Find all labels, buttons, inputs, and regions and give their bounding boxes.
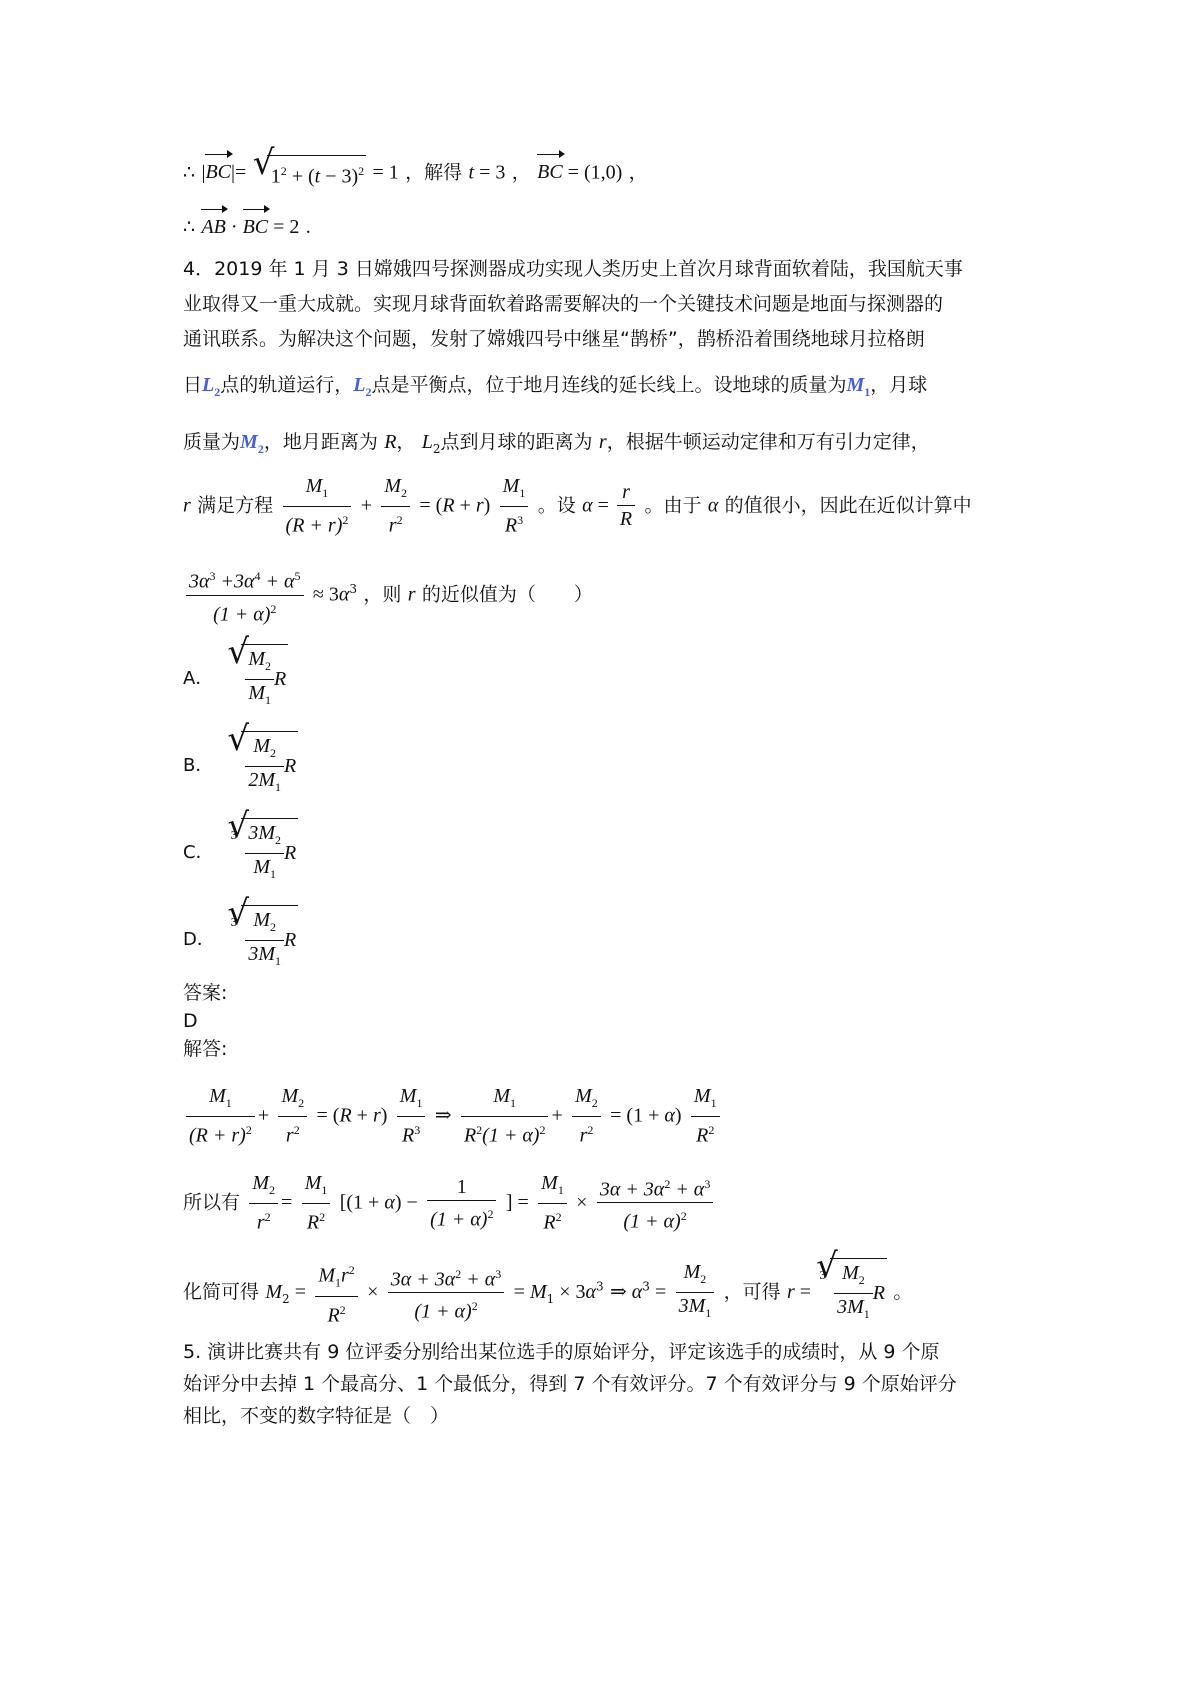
fraction-alpha-polynomial: $\frac{3\alpha^3 +3\alpha^4 + \alpha^5}{(1 + \alpha)^2}$ [186, 563, 304, 627]
explanation-heading: 解答: [183, 1038, 228, 1060]
option-d[interactable]: D． √ 3 $\frac{M_2}{3M_1}$ R [183, 905, 298, 974]
q4-equation-line: r 满足方程 $\frac{M_1}{(R + r)^2}$ + $\frac{M_2}{r^2}$ = (R + r) $\frac{M_1}{R^3}$ 。设 α = $\frac{r}{R}$ 。由于 α 的值很小，因此在近似计算中 [183, 475, 972, 537]
m2-symbol: $M_2$ [240, 431, 264, 456]
solution-line-dot-product: ∴ AB · BC = 2 . [183, 212, 311, 241]
option-c[interactable]: C． √ 3 $\frac{3M_2}{M_1}$ R [183, 818, 298, 887]
option-b[interactable]: B． √ $\frac{M_2}{2M_1}$ R [183, 731, 298, 800]
solution-step-2: 所以有 $\frac{M_2}{r^2}$ = $\frac{M_1}{R^2}$ [(1 + α) − $\frac{1}{(1 + \alpha)^2}$ ] = $\frac{M_1}{R^2}$ × $\frac{3\alpha + 3\alpha^2 + \alpha^3}{(1 + \alpha)^2}$ [183, 1170, 716, 1236]
sqrt-expression: √ $1^2 + (t - 3)^2$ [253, 155, 366, 191]
q4-text-line-3: 通讯联系。为解决这个问题，发射了嫦娥四号中继星“鹊桥”，鹊桥沿着围绕地球月拉格朗 [183, 328, 925, 350]
q5-text-line-3: 相比，不变的数字特征是（ ） [183, 1405, 450, 1427]
therefore-symbol: ∴ [183, 161, 196, 184]
answer-heading: 答案: [183, 982, 228, 1004]
q4-approximation-line: $\frac{3\alpha^3 +3\alpha^4 + \alpha^5}{(1 + \alpha)^2}$ ≈ $3\alpha^3$ ，则 r 的近似值为（ ） [183, 563, 593, 627]
solution-step-3: 化简可得 $M_2$ = $\frac{M_1r^2}{R^2}$ × $\frac{3\alpha + 3\alpha^2 + \alpha^3}{(1 + \alpha)^2}$ = $M_1 \times 3\alpha^3$ ⇒ $\alpha^3$ = $\frac{M_2}{3M_1}$ ，可得 r = √ 3 $\frac{M_2}{3M_1}$ R 。 [183, 1257, 912, 1328]
l2-symbol: $L_2$ [202, 374, 221, 399]
solution-line-bc-length: ∴ |BC|= √ $1^2 + (t - 3)^2 = 1$ ，解得 t = 3 ， BC = (1,0) ， [183, 155, 648, 191]
vector-bc: BC [205, 158, 231, 186]
option-a[interactable]: A． √ $\frac{M_2}{M_1}$ R [183, 644, 288, 713]
fraction-m1-over-r-sum: $\frac{M_1}{(R + r)^2}$ [283, 473, 352, 539]
fraction-r-over-r: $\frac{r}{R}$ [617, 479, 635, 532]
q4-text-line-1: 4．2019 年 1 月 3 日嫦娥四号探测器成功实现人类历史上首次月球背面软着陆，我国航天事 [183, 258, 963, 280]
q4-text-line-5: 质量为$M_2$，地月距离为 R， $L_2$点到月球的距离为 r，根据牛顿运动定律和万有引力定律， [183, 431, 930, 456]
q5-text-line-1: 5. 演讲比赛共有 9 位评委分别给出某位选手的原始评分，评定该选手的成绩时，从 9 个原 [183, 1341, 940, 1363]
answer-value: D [183, 1010, 198, 1032]
solution-step-1: $\frac{M_1}{(R + r)^2}$ + $\frac{M_2}{r^2}$ = (R + r) $\frac{M_1}{R^3}$ ⇒ $\frac{M_1}{R^2(1 + \alpha)^2}$ + $\frac{M_2}{r^2}$ = (1 + α) $\frac{M_1}{R^2}$ [183, 1083, 723, 1149]
m1-symbol: $M_1$ [846, 374, 871, 399]
q4-text-line-4: 日$L_2$点的轨道运行，$L_2$点是平衡点，位于地月连线的延长线上。设地球的质量为$M_1$，月球 [183, 374, 928, 399]
q5-text-line-2: 始评分中去掉 1 个最高分、1 个最低分，得到 7 个有效评分。7 个有效评分与 9 个原始评分 [183, 1373, 957, 1395]
vector-ab: AB [201, 213, 225, 241]
q4-text-line-2: 业取得又一重大成就。实现月球背面软着路需要解决的一个关键技术问题是地面与探测器的 [183, 293, 944, 315]
